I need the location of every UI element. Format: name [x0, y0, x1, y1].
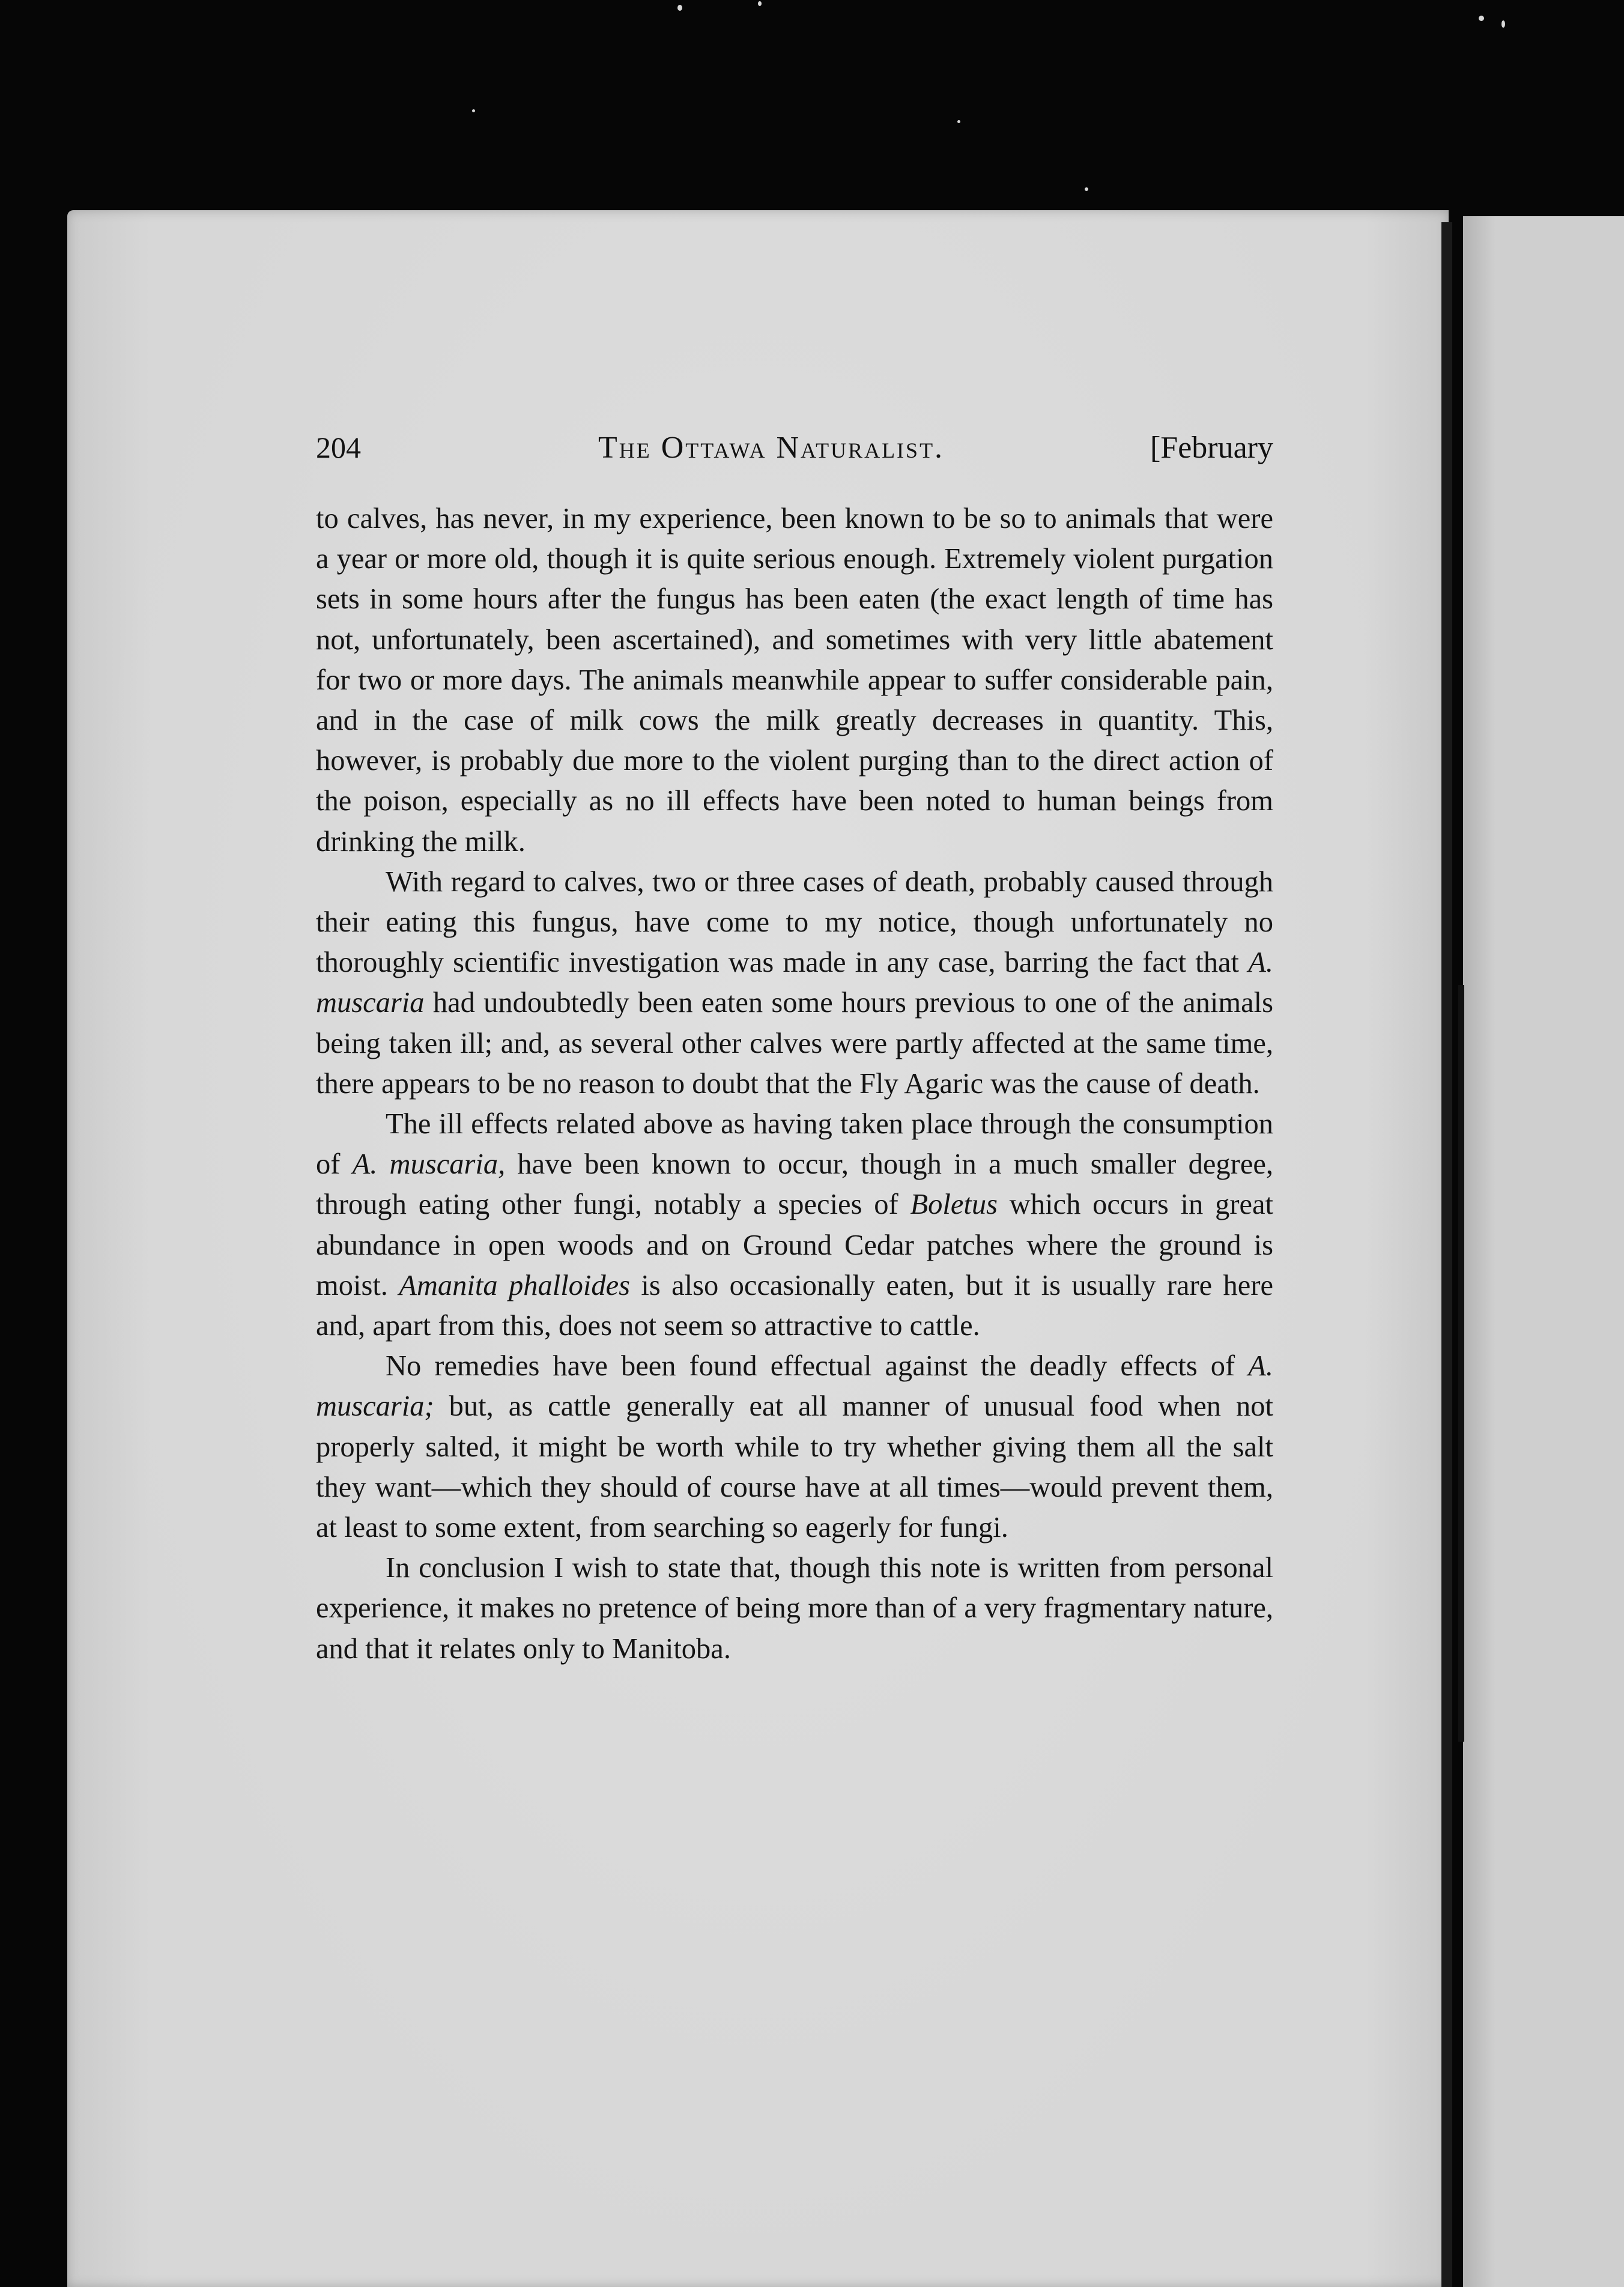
- italic-taxon-name: A. muscaria,: [352, 1148, 506, 1181]
- paragraph-p4: [316, 1346, 1273, 1548]
- paragraph-text: to calves, has never, in my experience, been known to be so to animals that were a year or more old, though it is quite serious enough. Extremely violent purgation sets in some hours after the fungus has been eaten (the exact length of time has not, unfortunately, been ascertained), and sometimes with very little abatement for two or more days. The animals meanwhile appear to suffer considerable pain, and in the case of milk cows the milk greatly decreases in quantity. This, however, is probably due more to the violent purging than to the direct action of the poison, especially as no ill effects have been noted to human beings from drinking the milk.: [316, 503, 1273, 858]
- scan-speck: [1479, 16, 1484, 21]
- paragraph-text: is also occasionally eaten, but it is usually rare here and, apart from this, does not seem so attractive to cattle.: [316, 1269, 1273, 1342]
- paragraph-text: No remedies have been found effectual against the deadly effects of: [386, 1350, 1249, 1383]
- paragraph-text: The ill effects related above as having taken place through the consumption of: [316, 1108, 1273, 1181]
- scan-speck: [957, 120, 960, 123]
- paragraph-text: had undoubtedly been eaten some hours previous to one of the animals being taken ill; and, as several other calves were partly affected at the same time, there appears to be no reason to doubt that the Fly Agaric was the cause of death.: [316, 987, 1273, 1100]
- italic-taxon-name: A. muscaria;: [316, 1350, 1273, 1423]
- running-head: [316, 430, 1273, 472]
- paragraph-text: With regard to calves, two or three cases of death, probably caused through their eating this fungus, have come to my notice, though unfortunately no thoroughly scientific investigation was made in any case, barring the fact that: [316, 865, 1273, 979]
- issue-month: [February: [1150, 431, 1273, 465]
- scan-speck: [1085, 187, 1088, 191]
- italic-taxon-name: Boletus: [910, 1189, 998, 1221]
- paragraph-p3: [316, 1104, 1273, 1346]
- journal-title: The Ottawa Naturalist.: [598, 431, 945, 465]
- scan-speck: [677, 5, 682, 11]
- adjacent-page-sliver: [1463, 216, 1624, 2287]
- italic-taxon-name: Amanita phalloides: [399, 1269, 631, 1301]
- paragraph-p1: [316, 498, 1273, 862]
- paragraph-p5: [316, 1548, 1273, 1669]
- paragraph-text: In conclusion I wish to state that, though this note is written from personal experience, it makes no pretence of being more than of a very fragmentary nature, and that it relates only to Manitoba.: [316, 1552, 1273, 1665]
- scan-speck: [1501, 20, 1505, 28]
- scan-speck: [472, 109, 475, 112]
- paragraph-p2: [316, 862, 1273, 1104]
- paragraph-text: but, as cattle generally eat all manner of unusual food when not properly salted, it might be worth while to try whether giving them all the salt they want—which they should of course have at all times—would prevent them, at least to some extent, from searching so eagerly for fungi.: [316, 1390, 1273, 1544]
- paragraph-text: have been known to occur, though in a much smaller degree, through eating other fungi, notably a species of: [316, 1148, 1273, 1221]
- page-number: 204: [316, 431, 361, 464]
- paragraph-text: which occurs in great abundance in open woods and on Ground Cedar patches where the ground is moist.: [316, 1189, 1273, 1301]
- adjacent-page-edge: [1458, 985, 1464, 1742]
- article-body: [316, 498, 1273, 1669]
- scan-speck: [758, 1, 762, 6]
- italic-taxon-name: A. muscaria: [316, 947, 1273, 1019]
- page-gutter-shadow: [1441, 222, 1452, 2287]
